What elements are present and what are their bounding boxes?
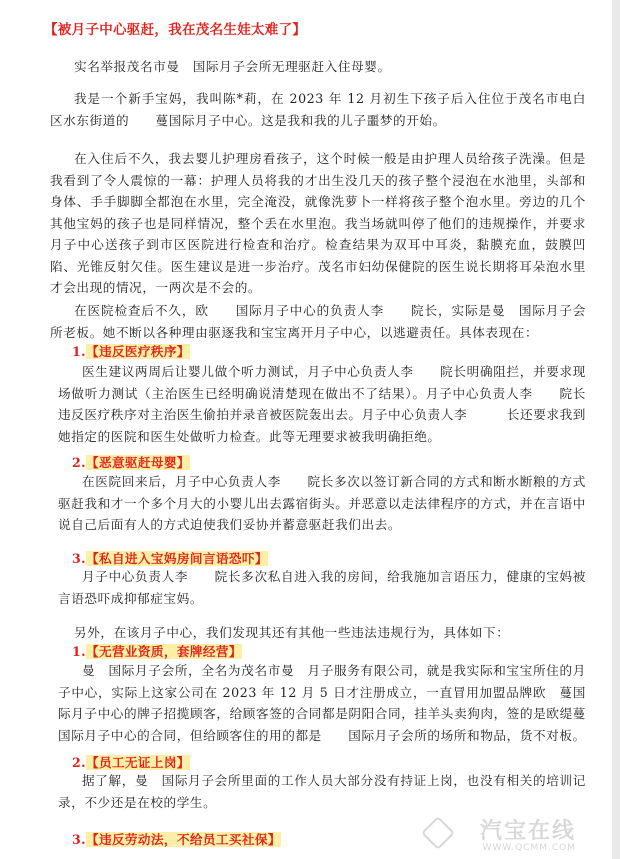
paragraph-intro: 我是一个新手宝妈，我叫陈*莉，在 2023 年 12 月初生下孩子后入住位于茂名市电白区水东街道的 蔓国际月子中心。这是我和我的儿子噩梦的开始。 [50, 91, 586, 128]
heading-labor-law: 3.【违反劳动法，不给员工买社保】 [72, 832, 281, 847]
paragraph-malicious-eviction: 在医院回来后，月子中心负责人李 院长多次以签订新合同的方式和断水断粮的方式驱赶我和才一个多个月大的小婴儿出去露宿街头。并恶意以走法律程序的方式，并在言语中说自己后面有人的方式迫使我们妥协并蓄意驱赶我们出去。 [58, 474, 586, 532]
paragraph-incident: 在入住后不久，我去婴儿护理房看孩子，这个时候一般是由护理人员给孩子洗澡。但是我看到了令人震惊的一幕：护理人员将我的才出生没几天的孩子整个浸泡在水池里，头部和身体、手手脚脚全都泡在水里，完全淹没，就像洗萝卜一样将孩子整个泡水里。旁边的几个其他宝妈的孩子也是同样情况，整个丢在水里泡。我当场就叫停了他们的违规操作，并要求月子中心送孩子到市区医院进行检查和治疗。检查结果为双耳中耳炎，黏膜充血，鼓膜凹陷、光锥反射欠佳。医生建议是进一步治疗。茂名市妇幼保健院的医生说长期将耳朵泡水里才会出现的情况，一两次是不会的。 [50, 151, 586, 295]
paragraph-medical-order: 医生建议两周后让婴儿做个听力测试，月子中心负责人李 院长明确阻拦，并要求现场做听力测试（主治医生已经明确说清楚现在做出不了结果）。月子中心负责人李 院长违反医疗秩序对主治医生偷拍并录音被医院轰出去。月子中心负责人李 长还要求我到她指定的医院和医生处做听力检查。此等无理要求被我明确拒绝。 [58, 364, 586, 444]
heading-no-license: 1.【无营业资质，套牌经营】 [72, 644, 242, 659]
paragraph-no-license: 曼 国际月子会所，全名为茂名市曼 月子服务有限公司，就是我实际和宝宝所住的月子中心，实际上这家公司在 2023 年 12 月 5 日才注册成立，一直冒用加盟品牌欧 蔓国际月子中心的牌子招揽顾客，给顾客签的合同都是阴阳合同，挂羊头卖狗肉，签的是欧缇蔓国际月子中心的合同，但给顾客住的用的都是 国际月子会所的场所和物品，货不对板。 [58, 663, 586, 743]
watermark-url: WWW.QCMM.COM [482, 843, 576, 853]
heading-unlicensed-staff: 2.【员工无证上岗】 [72, 755, 190, 770]
page-title: 【被月子中心驱赶，我在茂名生娃太难了】 [44, 22, 307, 38]
paragraph-room-intrusion: 月子中心负责人李 院长多次私自进入我的房间，给我施加言语压力，健康的宝妈被言语恐吓成抑郁症宝妈。 [58, 569, 586, 606]
paragraph-report: 实名举报茂名市曼 国际月子会所无理驱赶入住母婴。 [74, 59, 391, 74]
watermark [480, 814, 576, 853]
watermark-title: 汽宝在线 [479, 819, 576, 844]
paragraph-expulsion: 在医院检查后不久，欧 国际月子中心的负责人李 院长，实际是曼 国际月子会所老板。她不断以各种理由驱逐我和宝宝离开月子中心，以逃避责任。具体表现在： [50, 303, 586, 340]
paragraph-unlicensed-staff: 据了解，曼 国际月子会所里面的工作人员大部分没有持证上岗，也没有相关的培训记录，不少还是在校的学生。 [58, 773, 586, 810]
paragraph-other-violations: 另外，在该月子中心，我们发现其还有其他一些违法违规行为，具体如下： [74, 625, 510, 640]
heading-room-intrusion: 3.【私自进入宝妈房间言语恐吓】 [72, 551, 268, 566]
watermark-logo-icon [421, 816, 455, 850]
heading-medical-order: 1.【违反医疗秩序】 [72, 344, 190, 359]
heading-malicious-eviction: 2.【恶意驱赶母婴】 [72, 455, 190, 470]
scrollbar[interactable] [612, 0, 620, 859]
